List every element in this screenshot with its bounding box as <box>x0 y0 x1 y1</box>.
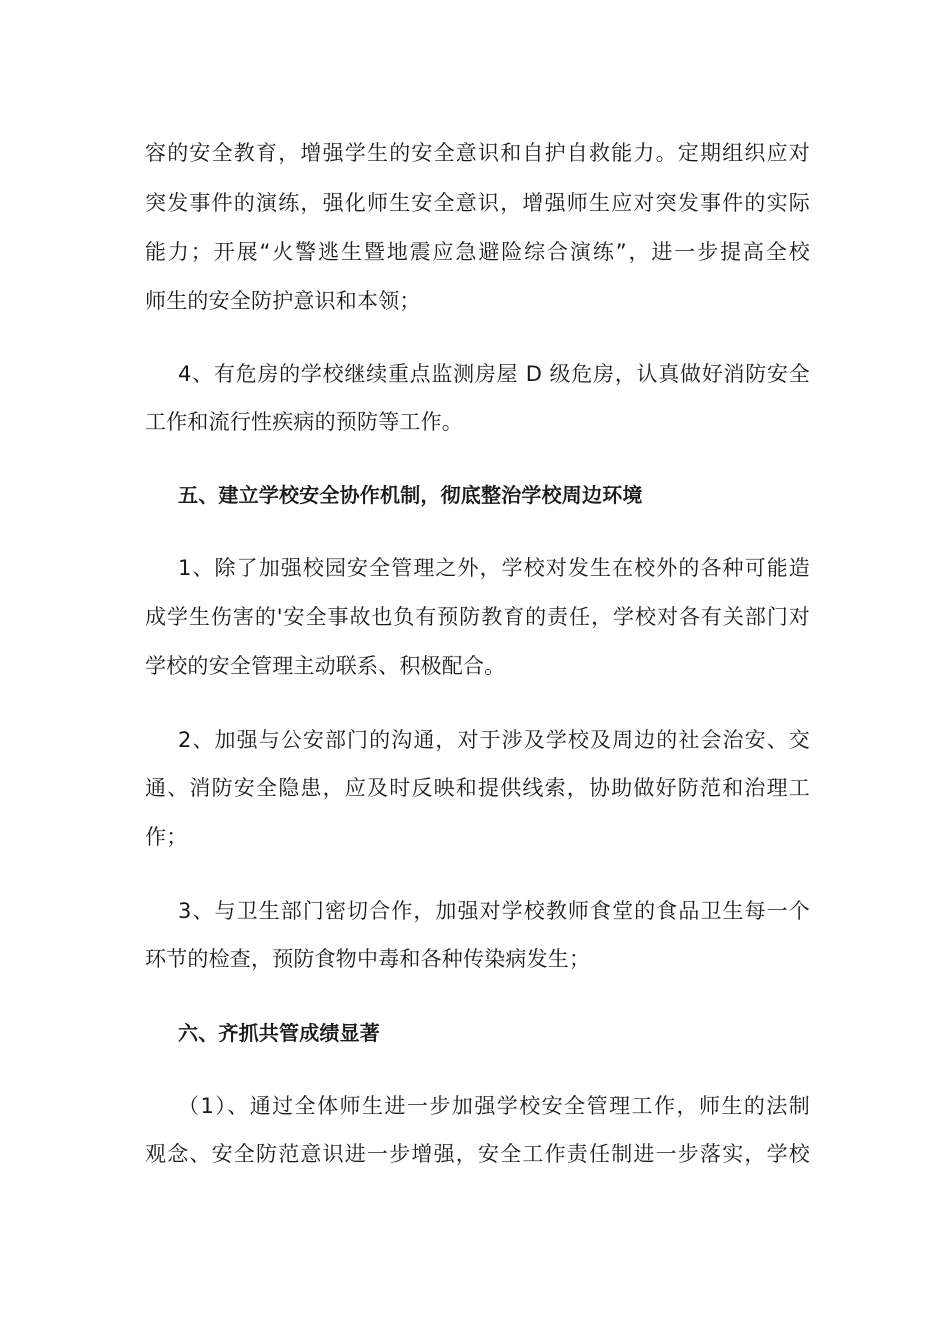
text-line: 1、除了加强校园安全管理之外，学校对发生在校外的各种可能造 <box>178 556 810 580</box>
text-line: 师生的安全防护意识和本领； <box>145 289 421 313</box>
text-line: 作； <box>145 825 188 849</box>
text-line: 学校的安全管理主动联系、积极配合。 <box>145 654 506 678</box>
text-line: 成学生伤害的'安全事故也负有预防教育的责任，学校对各有关部门对 <box>145 605 810 629</box>
text-line: 3、与卫生部门密切合作，加强对学校教师食堂的食品卫生每一个 <box>178 899 810 923</box>
text-line: 容的安全教育，增强学生的安全意识和自护自救能力。定期组织应对 <box>145 141 810 165</box>
text-line: 2、加强与公安部门的沟通，对于涉及学校及周边的社会治安、交 <box>178 728 810 752</box>
section-heading-6: 六、齐抓共管成绩显著 <box>178 1021 380 1045</box>
text-line: 环节的检查，预防食物中毒和各种传染病发生； <box>145 947 591 971</box>
text-line: 观念、安全防范意识进一步增强，安全工作责任制进一步落实，学校 <box>145 1142 810 1166</box>
text-line: 工作和流行性疾病的预防等工作。 <box>145 410 463 434</box>
section-heading-5: 五、建立学校安全协作机制，彻底整治学校周边环境 <box>178 483 643 507</box>
text-line: 4、有危房的学校继续重点监测房屋 D 级危房，认真做好消防安全 <box>178 362 810 386</box>
text-line: 能力；开展“火警逃生暨地震应急避险综合演练”，进一步提高全校 <box>145 240 810 264</box>
text-line: 突发事件的演练，强化师生安全意识，增强师生应对突发事件的实际 <box>145 191 810 215</box>
text-line: 通、消防安全隐患，应及时反映和提供线索，协助做好防范和治理工 <box>145 776 810 800</box>
text-line: （1）、通过全体师生进一步加强学校安全管理工作，师生的法制 <box>178 1094 810 1118</box>
